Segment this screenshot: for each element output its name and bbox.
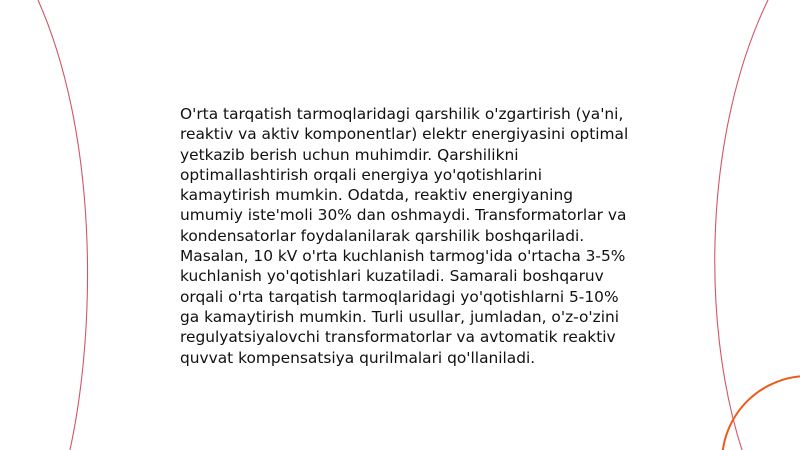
- orange-circle: [722, 376, 800, 450]
- left-arc: [38, 0, 88, 450]
- right-arc: [715, 0, 768, 450]
- body-paragraph: O'rta tarqatish tarmoqlaridagi qarshilik o'zgartirish (ya'ni, reaktiv va aktiv komponentlar) elektr energiyasini optimal yetkazib berish uchun muhimdir. Qarshilikni optimallashtirish orqali energiya yo'qotishlarini kamaytirish mumkin. Odatda, reaktiv energiyaning umumiy iste'moli 30% dan oshmaydi. Transformatorlar va kondensatorlar foydalanilarak qarshilik boshqariladi. Masalan, 10 kV o'rta kuchlanish tarmog'ida o'rtacha 3-5% kuchlanish yo'qotishlari kuzatiladi. Samarali boshqaruv orqali o'rta tarqatish tarmoqlaridagi yo'qotishlarni 5-10% ga kamaytirish mumkin. Turli usullar, jumladan, o'z-o'zini regulyatsiyalovchi transformatorlar va avtomatik reaktiv quvvat kompensatsiya qurilmalari qo'llaniladi.: [180, 105, 629, 367]
